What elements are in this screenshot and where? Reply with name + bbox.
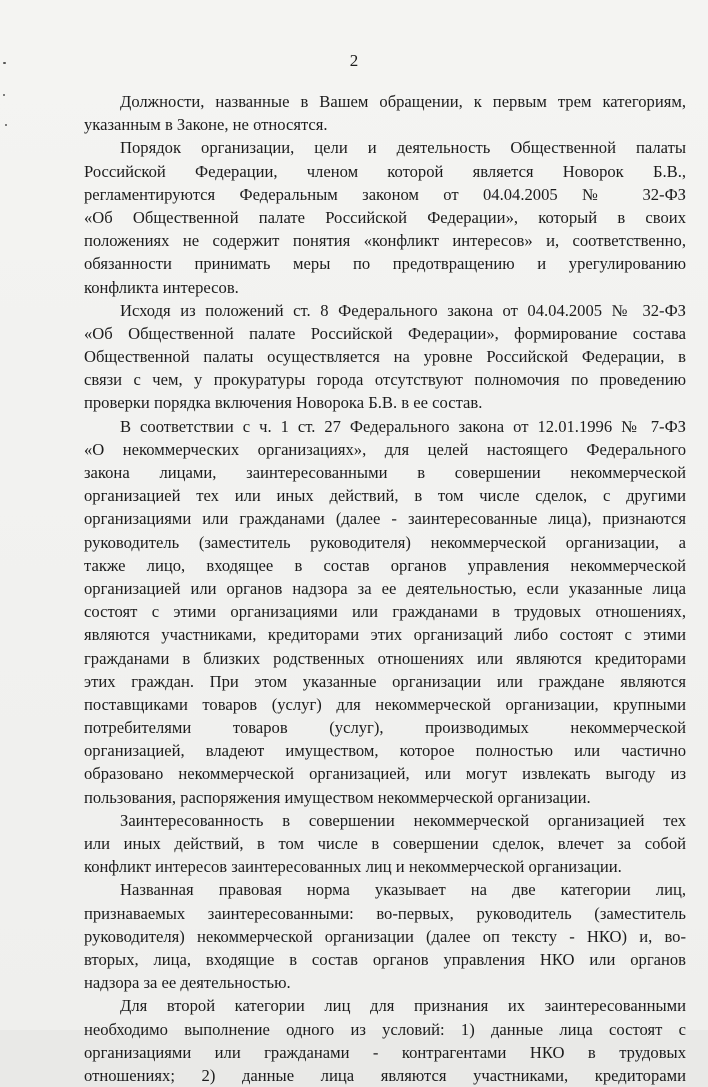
text-line: В соответствии с ч. 1 ст. 27 Федерального закона от 12.01.1996 № 7-ФЗ: [120, 416, 686, 436]
text-line: организацией или органов надзора за ее деятельностью, если указанные лица: [84, 578, 686, 598]
text-line: «О некоммерческих организациях», для целей настоящего Федерального: [84, 439, 686, 459]
text-line: организациями или гражданами (далее - заинтересованные лица), признаются: [84, 509, 686, 529]
text-line: надзора за ее деятельностью.: [84, 973, 291, 993]
text-line: организациями или гражданами - контрагентами НКО в трудовых: [84, 1042, 686, 1062]
text-line: Должности, названные в Вашем обращении, к первым трем категориям,: [120, 92, 686, 111]
scan-speck: [5, 124, 7, 126]
text-line: гражданами в близких родственных отношениях или являются кредиторами: [84, 648, 686, 668]
text-line: или иных действий, в том числе в совершении сделок, влечет за собой: [84, 834, 686, 853]
text-line: образовано некоммерческой организацией, или могут извлекать выгоду из: [84, 764, 686, 784]
text-line: связи с чем, у прокуратуры города отсутствуют полномочия по проведению: [84, 370, 686, 390]
text-line: Порядок организации, цели и деятельность Общественной палаты: [120, 138, 686, 158]
scan-speck: [3, 94, 5, 96]
text-line: «Об Общественной палате Российской Федерации», который в своих: [84, 207, 686, 227]
text-line: Заинтересованность в совершении некоммерческой организацией тех: [120, 810, 686, 830]
text-line: обязанности принимать меры по предотвращению и урегулированию: [84, 254, 686, 274]
document-body: [84, 90, 686, 1087]
text-line: регламентируются Федеральным законом от 04.04.2005 № 32-ФЗ: [84, 184, 686, 204]
text-line: отношениях; 2) данные лица являются участниками, кредиторами: [84, 1065, 686, 1085]
text-line: также лицо, входящее в состав органов управления некоммерческой: [84, 555, 686, 575]
text-line: потребителями товаров (услуг), производимых некоммерческой: [84, 718, 686, 738]
text-line: являются участниками, кредиторами этих организаций либо состоят с этими: [84, 625, 686, 645]
text-line: Российской Федерации, членом которой является Новорок Б.В.,: [84, 161, 686, 181]
text-line: пользования, распоряжения имуществом некоммерческой организации.: [84, 787, 591, 807]
text-line: необходимо выполнение одного из условий: 1) данные лица состоят с: [84, 1019, 686, 1039]
text-line: Исходя из положений ст. 8 Федерального закона от 04.04.2005 № 32-ФЗ: [120, 300, 686, 320]
text-line: положениях не содержит понятия «конфликт интересов» и, соответственно,: [84, 231, 686, 251]
text-line: руководитель (заместитель руководителя) некоммерческой организации, а: [84, 532, 686, 552]
text-line: закона лицами, заинтересованными в совершении некоммерческой: [84, 463, 686, 482]
page-number: 2: [349, 51, 359, 70]
text-line: конфликта интересов.: [84, 277, 239, 297]
text-line: поставщиками товаров (услуг) для некоммерческой организации, крупными: [84, 694, 686, 714]
text-line: руководителя) некоммерческой организации (далее оп тексту - НКО) и, во-: [84, 926, 686, 946]
text-line: признаваемых заинтересованными: во-первых, руководитель (заместитель: [84, 903, 686, 923]
text-line: организацией тех или иных действий, в том числе сделок, с другими: [84, 486, 686, 506]
text-line: конфликт интересов заинтересованных лиц и некоммерческой организации.: [84, 857, 622, 877]
text-line: Названная правовая норма указывает на две категории лиц,: [120, 880, 686, 900]
text-line: состоят с этими организациями или гражданами в трудовых отношениях,: [84, 602, 686, 622]
text-line: Общественной палаты осуществляется на уровне Российской Федерации, в: [84, 347, 686, 367]
text-line: проверки порядка включения Новорока Б.В. в ее состав.: [84, 393, 483, 413]
text-line: «Об Общественной палате Российской Федерации», формирование состава: [84, 323, 686, 343]
text-line: организацией, владеют имуществом, которое полностью или частично: [84, 741, 686, 761]
text-line: этих граждан. При этом указанные организации или граждане являются: [84, 671, 686, 691]
text-line: указанным в Законе, не относятся.: [84, 115, 328, 135]
text-line: вторых, лица, входящие в состав органов управления НКО или органов: [84, 949, 686, 969]
text-line: Для второй категории лиц для признания их заинтересованными: [120, 996, 686, 1016]
